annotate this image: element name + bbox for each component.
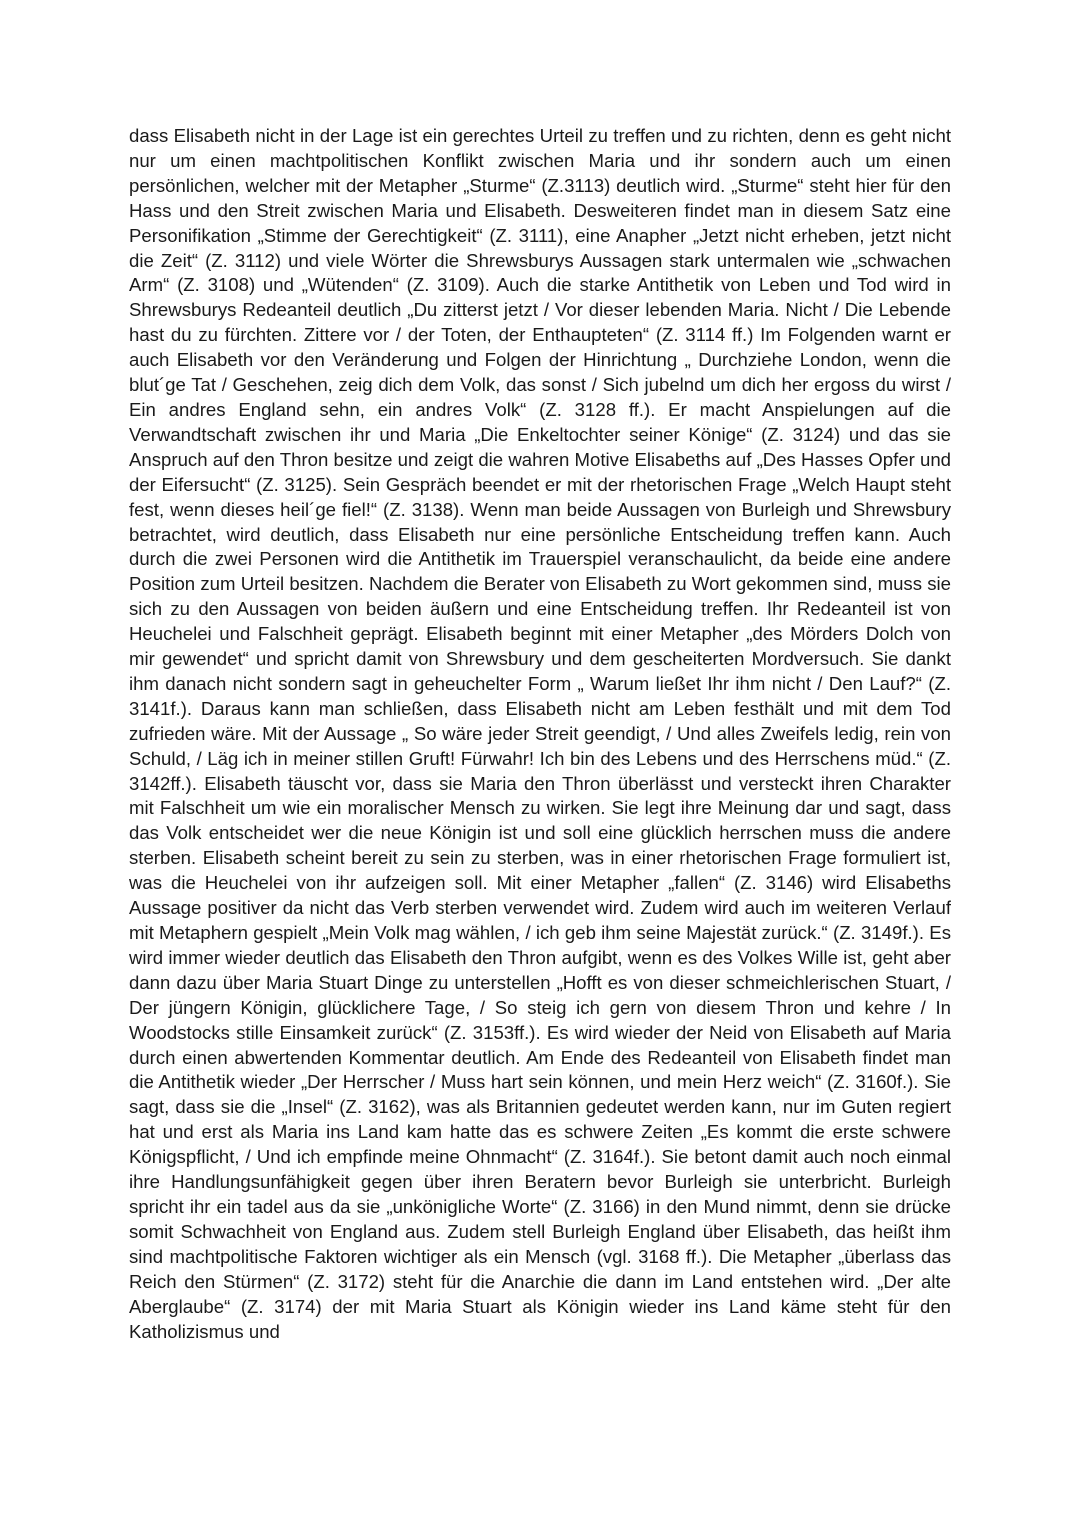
body-paragraph: dass Elisabeth nicht in der Lage ist ein gerechtes Urteil zu treffen und zu richten, denn es geht nicht nur um einen machtpolitischen Konflikt zwischen Maria und ihr sondern auch um einen persönlichen, welcher mit der Metapher „Sturme“ (Z.3113) deutlich wird. „Sturme“ steht hier für den Hass und den Streit zwischen Maria und Elisabeth. Desweiteren findet man in diesem Satz eine Personifikation „Stimme der Gerechtigkeit“ (Z. 3111), eine Anapher „Jetzt nicht erheben, jetzt nicht die Zeit“ (Z. 3112) und viele Wörter die Shrewsburys Aussagen stark untermalen wie „schwachen Arm“ (Z. 3108) und „Wütenden“ (Z. 3109). Auch die starke Antithetik von Leben und Tod wird in Shrewsburys Redeanteil deutlich „Du zitterst jetzt / Vor dieser lebenden Maria. Nicht / Die Lebende hast du zu fürchten. Zittere vor / der Toten, der Enthaupteten“ (Z. 3114 ff.) Im Folgenden warnt er auch Elisabeth vor den Veränderung und Folgen der Hinrichtung „ Durchziehe London, wenn die blut´ge Tat / Geschehen, zeig dich dem Volk, das sonst / Sich jubelnd um dich her ergoss du wirst / Ein andres England sehn, ein andres Volk“ (Z. 3128 ff.). Er macht Anspielungen auf die Verwandtschaft zwischen ihr und Maria „Die Enkeltochter seiner Könige“ (Z. 3124) und das sie Anspruch auf den Thron besitze und zeigt die wahren Motive Elisabeths auf „Des Hasses Opfer und der Eifersucht“ (Z. 3125). Sein Gespräch beendet er mit der rhetorischen Frage „Welch Haupt steht fest, wenn dieses heil´ge fiel!“ (Z. 3138). Wenn man beide Aussagen von Burleigh und Shrewsbury betrachtet, wird deutlich, dass Elisabeth nur eine persönliche Entscheidung treffen kann. Auch durch die zwei Personen wird die Antithetik im Trauerspiel veranschaulicht, da beide eine andere Position zum Urteil besitzen. Nachdem die Berater von Elisabeth zu Wort gekommen sind, muss sie sich zu den Aussagen von beiden äußern und eine Entscheidung treffen. Ihr Redeanteil ist von Heuchelei und Falschheit geprägt. Elisabeth beginnt mit einer Metapher „des Mörders Dolch von mir gewendet“ und spricht damit von Shrewsbury und dem gescheiterten Mordversuch. Sie dankt ihm danach nicht sondern sagt in geheuchelter Form „ Warum ließet Ihr ihm nicht / Den Lauf?“ (Z. 3141f.). Daraus kann man schließen, dass Elisabeth nicht am Leben festhält und mit dem Tod zufrieden wäre. Mit der Aussage „ So wäre jeder Streit geendigt, / Und alles Zweifels ledig, rein von Schuld, / Läg ich in meiner stillen Gruft! Fürwahr! Ich bin des Lebens und des Herrschens müd.“ (Z. 3142ff.). Elisabeth täuscht vor, dass sie Maria den Thron überlässt und versteckt ihren Charakter mit Falschheit um wie ein moralischer Mensch zu wirken. Sie legt ihre Meinung dar und sagt, dass das Volk entscheidet wer die neue Königin ist und soll eine glücklich herrschen muss die andere sterben. Elisabeth scheint bereit zu sein zu sterben, was in einer rhetorischen Frage formuliert ist, was die Heuchelei von ihr aufzeigen soll. Mit einer Metapher „fallen“ (Z. 3146) wird Elisabeths Aussage positiver da nicht das Verb sterben verwendet wird. Zudem wird auch im weiteren Verlauf mit Metaphern gespielt „Mein Volk mag wählen, / ich geb ihm seine Majestät zurück.“ (Z. 3149f.). Es wird immer wieder deutlich das Elisabeth den Thron aufgibt, wenn es des Volkes Wille ist, geht aber dann dazu über Maria Stuart Dinge zu unterstellen „Hofft es von dieser schmeichlerischen Stuart, / Der jüngern Königin, glücklichere Tage, / So steig ich gern von diesem Thron und kehre / In Woodstocks stille Einsamkeit zurück“ (Z. 3153ff.). Es wird wieder der Neid von Elisabeth auf Maria durch einen abwertenden Kommentar deutlich. Am Ende des Redeanteil von Elisabeth findet man die Antithetik wieder „Der Herrscher / Muss hart sein können, und mein Herz weich“ (Z. 3160f.). Sie sagt, dass sie die „Insel“ (Z. 3162), was als Britannien gedeutet werden kann, nur im Guten regiert hat und erst als Maria ins Land kam hatte das es schwere Zeiten „Es kommt die erste schwere Königspflicht, / Und ich empfinde meine Ohnmacht“ (Z. 3164f.). Sie betont damit auch noch einmal ihre Handlungsunfähigkeit gegen über ihren Beratern bevor Burleigh sie unterbricht. Burleigh spricht ihr ein tadel aus da sie „unkönigliche Worte“ (Z. 3166) in den Mund nimmt, denn sie drücke somit Schwachheit von England aus. Zudem stell Burleigh England über Elisabeth, das heißt ihm sind machtpolitische Faktoren wichtiger als ein Mensch (vgl. 3168 ff.). Die Metapher „überlass das Reich den Stürmen“ (Z. 3172) steht für die Anarchie die dann im Land entstehen wird. „Der alte Aberglaube“ (Z. 3174) der mit Maria Stuart als Königin wieder ins Land käme steht für den Katholizismus und	[129, 125, 951, 1342]
document-page	[129, 124, 951, 1424]
